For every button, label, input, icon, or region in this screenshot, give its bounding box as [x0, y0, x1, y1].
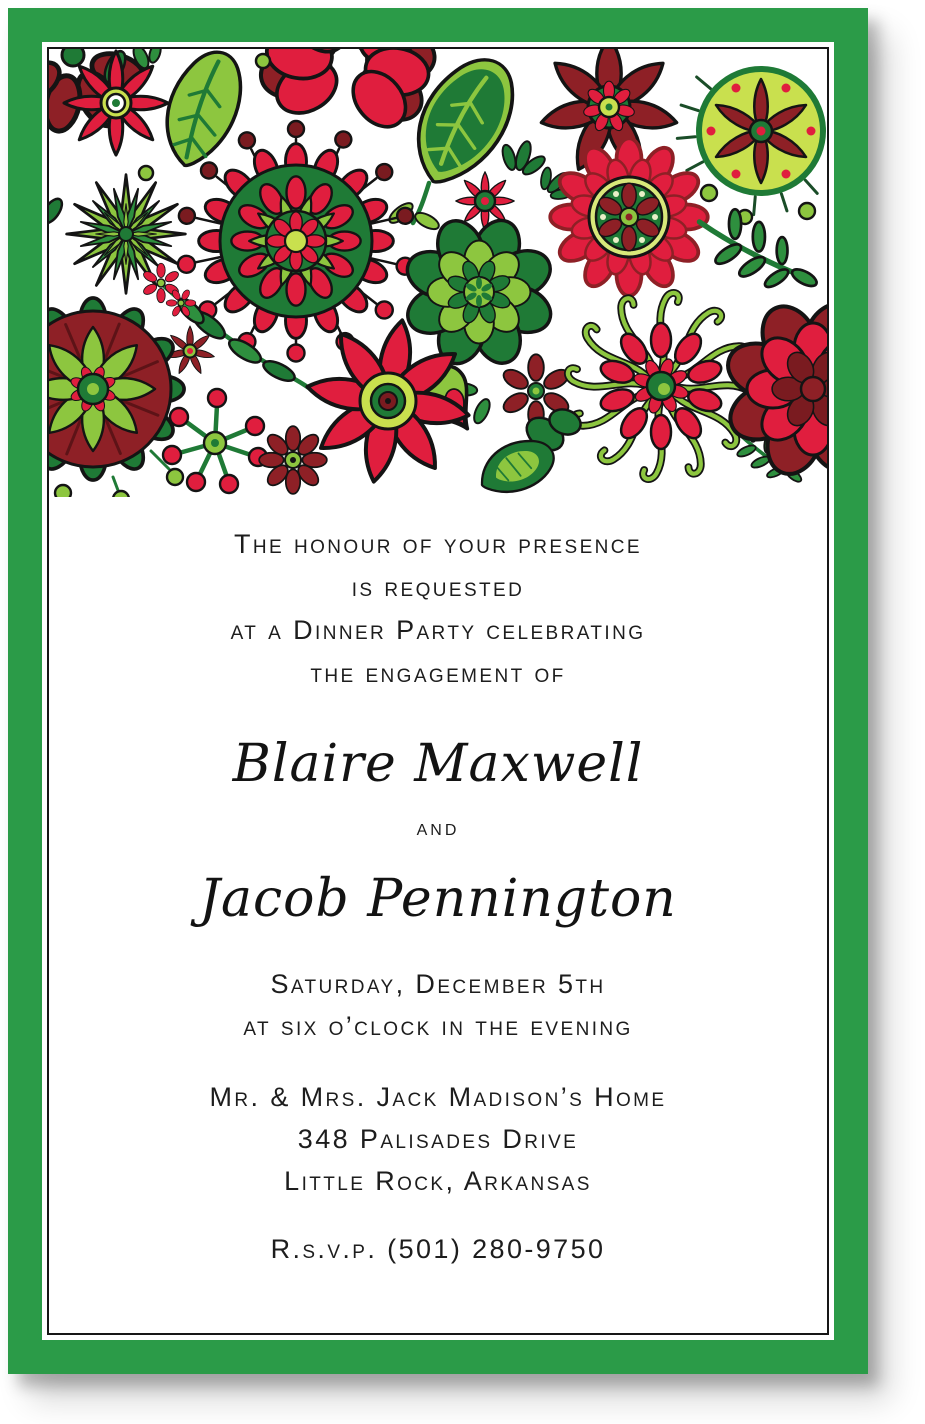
floral-header-artwork — [49, 49, 827, 497]
red-star-flower — [64, 51, 168, 155]
venue-street: 348 Palisades Drive — [297, 1124, 579, 1154]
stem-leaf — [413, 210, 442, 233]
small-maroon-flower — [259, 426, 327, 494]
edge-sprout — [147, 49, 163, 64]
green-dot — [256, 54, 270, 68]
conjunction-text: and — [416, 814, 460, 840]
intro-line-3: at a Dinner Party celebrating — [230, 615, 646, 645]
venue-city: Little Rock, Arkansas — [284, 1166, 592, 1196]
intro-line-2: is requested — [351, 572, 525, 602]
light-leaf — [154, 49, 252, 175]
venue-name: Mr. & Mrs. Jack Madison’s Home — [209, 1082, 667, 1112]
top-bloom — [257, 49, 437, 137]
disc-flower — [49, 298, 184, 497]
floral-band-svg — [49, 49, 827, 497]
bride-name: Blaire Maxwell — [232, 734, 644, 794]
edge-leaf — [49, 196, 66, 227]
groom-name: Jacob Pennington — [199, 869, 677, 929]
green-medallion-flower — [677, 69, 823, 224]
intro-line-4: the engagement of — [310, 658, 566, 688]
intro-line-1: The honour of your presence — [234, 529, 642, 559]
card-inner — [47, 47, 829, 1335]
invitation-card — [8, 8, 868, 1374]
striped-leaf — [471, 405, 584, 497]
green-dot — [139, 166, 153, 180]
scallop-flower — [550, 138, 708, 296]
rsvp-line: R.s.v.p. (501) 280-9750 — [270, 1234, 606, 1264]
event-date: Saturday, December 5th — [270, 969, 606, 999]
green-layer-flower — [400, 213, 557, 370]
spider-mum-flower — [568, 293, 754, 479]
event-time: at six o’clock in the evening — [243, 1011, 633, 1041]
